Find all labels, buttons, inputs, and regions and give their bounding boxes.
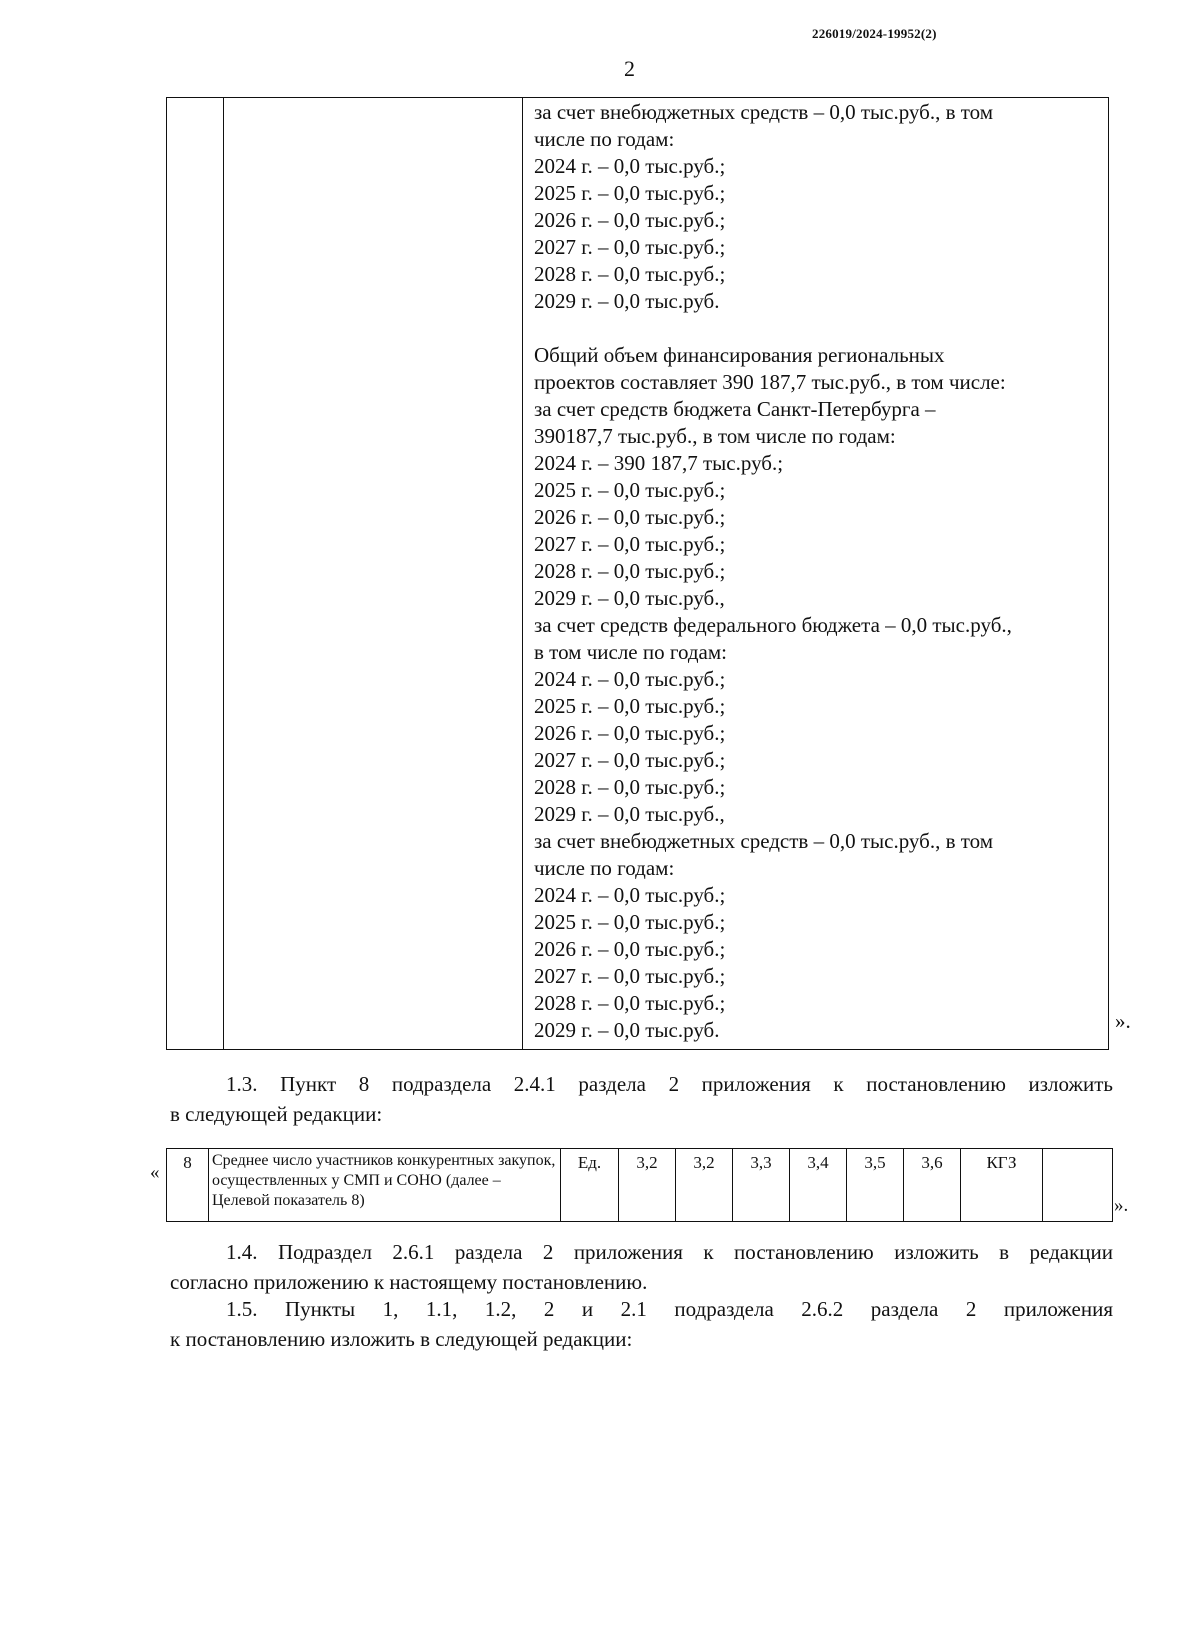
page-number: 2: [624, 56, 635, 81]
financing-line: Общий объем финансирования региональных: [534, 343, 945, 367]
value-cell: 3,5: [847, 1149, 904, 1222]
financing-line: за счет внебюджетных средств – 0,0 тыс.руб., в том: [534, 829, 994, 853]
financing-line: 2026 г. – 0,0 тыс.руб.;: [534, 208, 726, 232]
financing-line: числе по годам:: [534, 856, 675, 880]
table-column-divider: [223, 98, 224, 1049]
paragraph-1-4: [170, 1237, 1113, 1297]
financing-line: 2026 г. – 0,0 тыс.руб.;: [534, 721, 726, 745]
paragraph-line: 1.3. Пункт 8 подраздела 2.4.1 раздела 2 приложения к постановлению изложить: [226, 1072, 1113, 1096]
financing-line: 2027 г. – 0,0 тыс.руб.;: [534, 532, 726, 556]
table-row: [167, 1149, 1113, 1222]
financing-line: за счет средств федерального бюджета – 0,0 тыс.руб.,: [534, 613, 1012, 637]
financing-line: 2027 г. – 0,0 тыс.руб.;: [534, 964, 726, 988]
indicator-description: Среднее число участников конкурентных закупок, осуществленных у СМП и СОНО (далее – Целевой показатель 8): [209, 1149, 561, 1222]
financing-line: за счет внебюджетных средств – 0,0 тыс.руб., в том: [534, 100, 994, 124]
financing-table: [166, 97, 1109, 1050]
paragraph-line: к постановлению изложить в следующей редакции:: [170, 1327, 633, 1351]
financing-line: 2026 г. – 0,0 тыс.руб.;: [534, 505, 726, 529]
closing-quote: ».: [1115, 1009, 1131, 1033]
paragraph-1-3: [170, 1069, 1113, 1129]
financing-line: 2024 г. – 0,0 тыс.руб.;: [534, 883, 726, 907]
financing-line: 2028 г. – 0,0 тыс.руб.;: [534, 991, 726, 1015]
financing-line: 390187,7 тыс.руб., в том числе по годам:: [534, 424, 896, 448]
unit-cell: Ед.: [561, 1149, 619, 1222]
paragraph-line: в следующей редакции:: [170, 1102, 383, 1126]
row-number: 8: [167, 1149, 209, 1222]
financing-line: 2025 г. – 0,0 тыс.руб.;: [534, 478, 726, 502]
financing-line: 2027 г. – 0,0 тыс.руб.;: [534, 235, 726, 259]
value-cell: 3,6: [904, 1149, 961, 1222]
financing-line: 2028 г. – 0,0 тыс.руб.;: [534, 559, 726, 583]
financing-line: 2028 г. – 0,0 тыс.руб.;: [534, 775, 726, 799]
financing-line: 2028 г. – 0,0 тыс.руб.;: [534, 262, 726, 286]
value-cell: 3,2: [676, 1149, 733, 1222]
financing-line: 2026 г. – 0,0 тыс.руб.;: [534, 937, 726, 961]
empty-cell: [1043, 1149, 1113, 1222]
value-cell: 3,2: [619, 1149, 676, 1222]
extrabudget-block: [534, 99, 1108, 315]
value-cell: 3,4: [790, 1149, 847, 1222]
responsible-cell: КГЗ: [961, 1149, 1043, 1222]
financing-line: в том числе по годам:: [534, 640, 727, 664]
financing-line: 2025 г. – 0,0 тыс.руб.;: [534, 694, 726, 718]
financing-line: числе по годам:: [534, 127, 675, 151]
financing-text-cell: [522, 99, 1108, 1049]
financing-line: 2029 г. – 0,0 тыс.руб.,: [534, 586, 725, 610]
financing-line: 2029 г. – 0,0 тыс.руб.,: [534, 802, 725, 826]
financing-line: проектов составляет 390 187,7 тыс.руб., в том числе:: [534, 370, 1006, 394]
paragraph-line: 1.5. Пункты 1, 1.1, 1.2, 2 и 2.1 подраздела 2.6.2 раздела 2 приложения: [226, 1297, 1113, 1321]
paragraph-line: согласно приложению к настоящему постановлению.: [170, 1270, 648, 1294]
paragraph-line: 1.4. Подраздел 2.6.1 раздела 2 приложения к постановлению изложить в редакции: [226, 1240, 1113, 1264]
regional-projects-block: [534, 342, 1108, 1044]
financing-line: 2025 г. – 0,0 тыс.руб.;: [534, 181, 726, 205]
financing-line: 2024 г. – 0,0 тыс.руб.;: [534, 667, 726, 691]
financing-line: 2029 г. – 0,0 тыс.руб.: [534, 289, 720, 313]
closing-quote: ».: [1114, 1195, 1129, 1216]
financing-line: 2024 г. – 390 187,7 тыс.руб.;: [534, 451, 784, 475]
financing-line: 2025 г. – 0,0 тыс.руб.;: [534, 910, 726, 934]
opening-quote: «: [150, 1162, 160, 1183]
financing-line: 2029 г. – 0,0 тыс.руб.: [534, 1018, 720, 1042]
indicator-table: [166, 1148, 1113, 1222]
paragraph-1-5: [170, 1294, 1113, 1354]
value-cell: 3,3: [733, 1149, 790, 1222]
document-number: 226019/2024-19952(2): [812, 26, 937, 41]
financing-line: 2024 г. – 0,0 тыс.руб.;: [534, 154, 726, 178]
financing-line: 2027 г. – 0,0 тыс.руб.;: [534, 748, 726, 772]
financing-line: за счет средств бюджета Санкт-Петербурга –: [534, 397, 936, 421]
